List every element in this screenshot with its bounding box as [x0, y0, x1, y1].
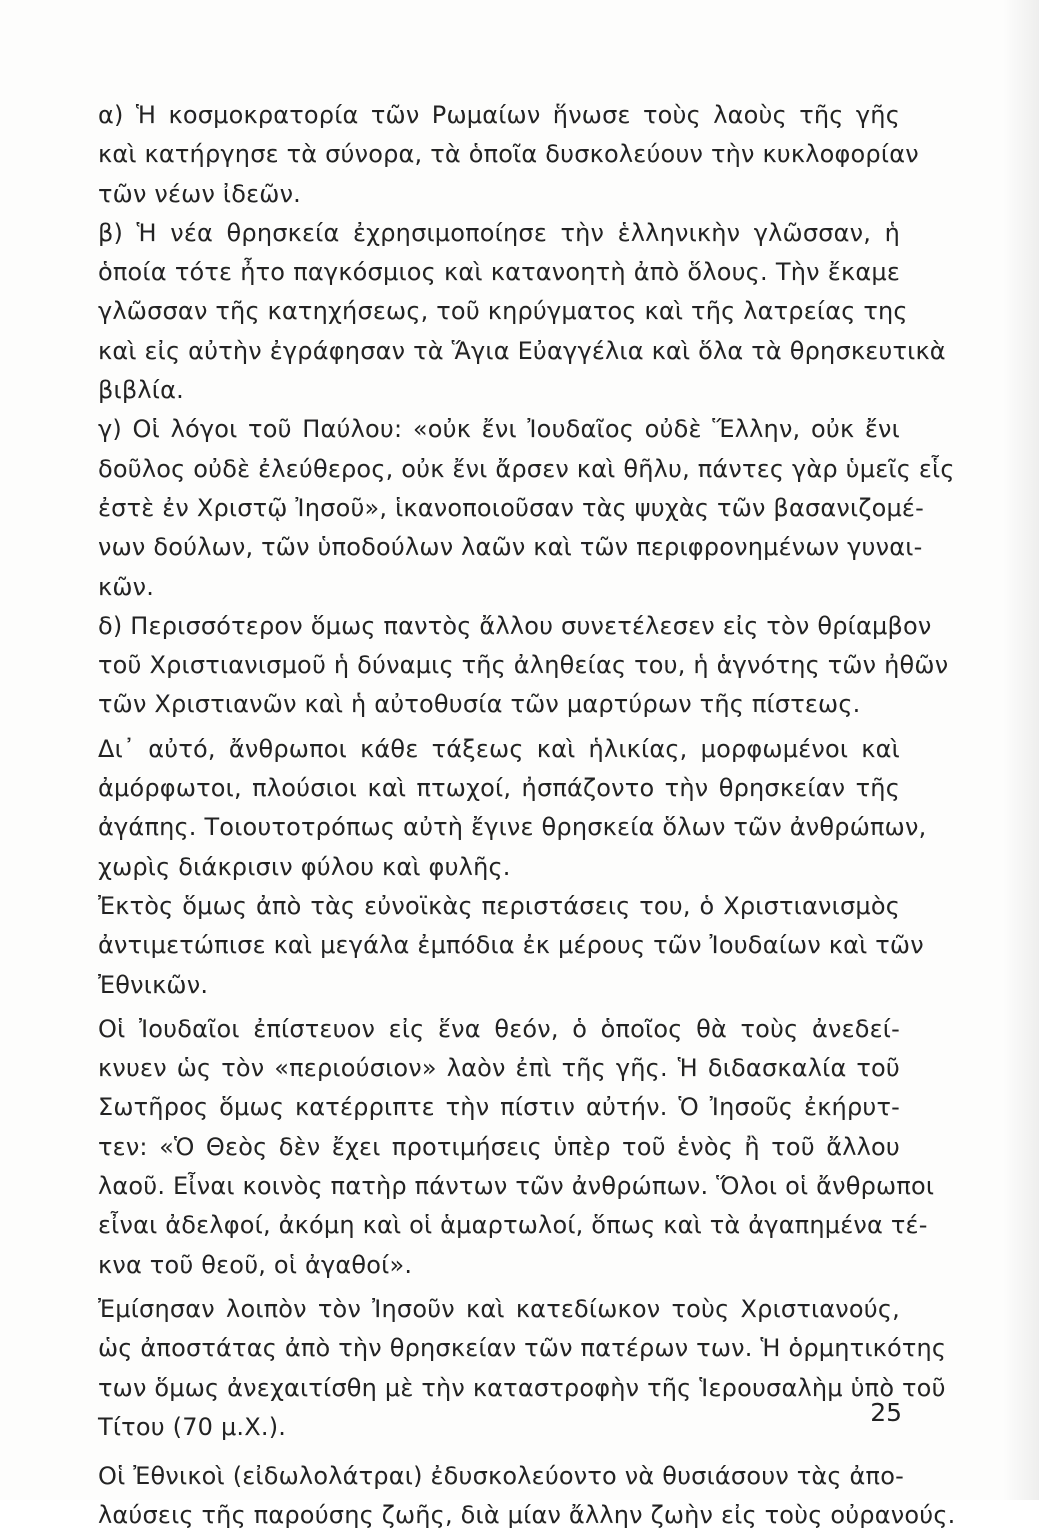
text-line: Ἐμίσησαν λοιπὸν τὸν Ἰησοῦν καὶ κατεδίωκον τοὺς Χριστιανούς, — [98, 1294, 900, 1323]
text-line: Δι᾽ αὐτό, ἄνθρωποι κάθε τάξεως καὶ ἡλικίας, μορφωμένοι καὶ — [98, 734, 900, 763]
text-line: ἀμόρφωτοι, πλούσιοι καὶ πτωχοί, ἠσπάζοντο τὴν θρησκείαν τῆς — [98, 774, 900, 803]
text-line: γλῶσσαν τῆς κατηχήσεως, τοῦ κηρύγματος καὶ τῆς λατρείας της — [98, 297, 908, 326]
text-line: τῶν νέων ἰδεῶν. — [98, 179, 302, 208]
text-line: Οἱ Ἐθνικοὶ (εἰδωλολάτραι) ἐδυσκολεύοντο νὰ θυσιάσουν τὰς ἀπο- — [98, 1462, 904, 1491]
text-line: ἀγάπης. Τοιουτοτρόπως αὐτὴ ἔγινε θρησκεία ὅλων τῶν ἀνθρώπων, — [98, 813, 927, 842]
text-line: α) Ἡ κοσμοκρατορία τῶν Ρωμαίων ἥνωσε τοὺς λαοὺς τῆς γῆς — [98, 101, 900, 129]
text-line: τῶν Χριστιανῶν καὶ ἡ αὐτοθυσία τῶν μαρτύρων τῆς πίστεως. — [98, 690, 861, 719]
text-line: βιβλία. — [98, 376, 184, 405]
text-line: χωρὶς διάκρισιν φύλου καὶ φυλῆς. — [98, 852, 511, 881]
text-line: ἐστὲ ἐν Χριστῷ Ἰησοῦ», ἱκανοποιοῦσαν τὰς ψυχὰς τῶν βασανιζομέ- — [98, 493, 924, 522]
text-line: τεν: «Ὁ Θεὸς δὲν ἔχει προτιμήσεις ὑπὲρ τοῦ ἑνὸς ἢ τοῦ ἄλλου — [98, 1132, 900, 1161]
text-line: νων δούλων, τῶν ὑποδούλων λαῶν καὶ τῶν περιφρονημένων γυναι- — [98, 533, 923, 562]
text-line: Τίτου (70 μ.Χ.). — [98, 1412, 287, 1441]
text-line: των ὅμως ἀνεχαιτίσθη μὲ τὴν καταστροφὴν τῆς Ἱερουσαλὴμ ὑπὸ τοῦ — [98, 1373, 946, 1402]
body-text — [98, 96, 956, 1536]
text-line: εἶναι ἀδελφοί, ἀκόμη καὶ οἱ ἁμαρτωλοί, ὅπως καὶ τὰ ἀγαπημένα τέ- — [98, 1211, 928, 1240]
text-line: τοῦ Χριστιανισμοῦ ἡ δύναμις τῆς ἀληθείας του, ἡ ἁγνότης τῶν ἠθῶν — [98, 651, 949, 680]
text-line: Οἱ Ἰουδαῖοι ἐπίστευον εἰς ἕνα θεόν, ὁ ὁποῖος θὰ τοὺς ἀνεδεί- — [98, 1014, 900, 1043]
text-line: Ἐκτὸς ὅμως ἀπὸ τὰς εὐνοϊκὰς περιστάσεις του, ὁ Χριστιανισμὸς — [98, 891, 900, 920]
text-line: ὁποία τότε ἦτο παγκόσμιος καὶ κατανοητὴ ἀπὸ ὅλους. Τὴν ἔκαμε — [98, 258, 900, 287]
text-line: Ἐθνικῶν. — [98, 970, 209, 999]
text-line: γ) Οἱ λόγοι τοῦ Παύλου: «οὐκ ἔνι Ἰουδαῖος οὐδὲ Ἕλλην, οὐκ ἔνι — [98, 415, 900, 444]
text-line: Σωτῆρος ὅμως κατέρριπτε τὴν πίστιν αὐτήν. Ὁ Ἰησοῦς ἐκήρυτ- — [98, 1093, 900, 1122]
page-number: 25 — [870, 1398, 902, 1427]
text-line: ἀντιμετώπισε καὶ μεγάλα ἐμπόδια ἐκ μέρους τῶν Ἰουδαίων καὶ τῶν — [98, 931, 924, 960]
text-line: λαοῦ. Εἶναι κοινὸς πατὴρ πάντων τῶν ἀνθρώπων. Ὅλοι οἱ ἄνθρωποι — [98, 1172, 935, 1201]
text-line: ὡς ἀποστάτας ἀπὸ τὴν θρησκείαν τῶν πατέρων των. Ἡ ὁρμητικότης — [98, 1334, 947, 1363]
text-line: καὶ κατήργησε τὰ σύνορα, τὰ ὁποῖα δυσκολεύουν τὴν κυκλοφορίαν — [98, 140, 919, 169]
text-line: κῶν. — [98, 572, 155, 601]
text-line: κνυεν ὡς τὸν «περιούσιον» λαὸν ἐπὶ τῆς γῆς. Ἡ διδασκαλία τοῦ — [98, 1054, 900, 1083]
text-line: κνα τοῦ θεοῦ, οἱ ἀγαθοί». — [98, 1250, 413, 1279]
text-line: λαύσεις τῆς παρούσης ζωῆς, διὰ μίαν ἄλλην ζωὴν εἰς τοὺς οὐρανούς. — [98, 1501, 956, 1530]
text-line: δ) Περισσότερον ὅμως παντὸς ἄλλου συνετέλεσεν εἰς τὸν θρίαμβον — [98, 611, 932, 640]
text-line: καὶ εἰς αὐτὴν ἐγράφησαν τὰ Ἅγια Εὐαγγέλια καὶ ὅλα τὰ θρησκευτικὰ — [98, 336, 946, 365]
text-line: δοῦλος οὐδὲ ἐλεύθερος, οὐκ ἔνι ἄρσεν καὶ θῆλυ, πάντες γὰρ ὑμεῖς εἷς — [98, 454, 955, 483]
text-line: β) Ἡ νέα θρησκεία ἐχρησιμοποίησε τὴν ἑλληνικὴν γλῶσσαν, ἡ — [98, 218, 900, 247]
